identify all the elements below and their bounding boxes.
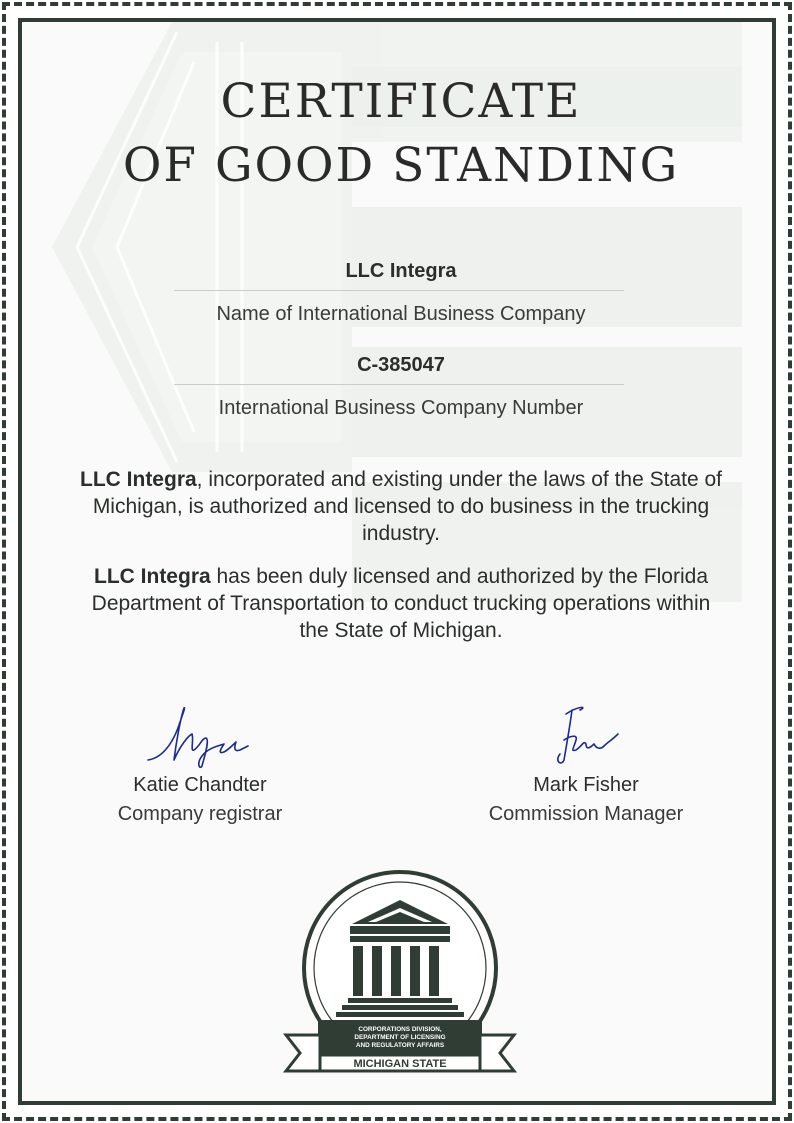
- seal-line-2: DEPARTMENT OF LICENSING: [354, 1034, 446, 1041]
- authorization-paragraph-2: [76, 563, 726, 644]
- michigan-state-seal: [280, 872, 520, 1070]
- signature-katie-chandter: [140, 700, 260, 772]
- seal-banner-text: MICHIGAN STATE: [353, 1058, 447, 1070]
- paragraph-1-company: LLC Integra: [80, 468, 197, 491]
- seal-line-1: CORPORATIONS DIVISION,: [358, 1026, 442, 1033]
- certificate-title-line2: OF GOOD STANDING: [122, 138, 680, 193]
- company-number-label: International Business Company Number: [218, 397, 584, 419]
- company-name: LLC Integra: [345, 260, 457, 282]
- company-number-underline: [174, 384, 624, 385]
- company-name-underline: [174, 290, 624, 291]
- authorization-paragraph-1: [76, 466, 726, 547]
- seal-line-3: AND REGULATORY AFFAIRS: [355, 1042, 445, 1049]
- certificate-title-line1: CERTIFICATE: [220, 74, 582, 129]
- signatory-1-name: Katie Chandter: [133, 774, 267, 796]
- company-name-label: Name of International Business Company: [216, 303, 586, 325]
- certificate-frame: [18, 18, 776, 1105]
- paragraph-2-company: LLC Integra: [94, 565, 211, 588]
- signatory-2-name: Mark Fisher: [533, 774, 639, 796]
- company-number: C-385047: [357, 354, 445, 376]
- paragraph-1-text: , incorporated and existing under the laws of the State of Michigan, is authorized and licensed to do business in the trucking industry.: [92, 468, 722, 545]
- paragraph-2-text: has been duly licensed and authorized by the Florida Department of Transportation to conduct trucking operations within the State of Michigan.: [91, 565, 711, 642]
- signatory-1-role: Company registrar: [117, 803, 283, 825]
- signature-mark-fisher: [526, 700, 646, 772]
- signature-block-registrar: [70, 700, 330, 826]
- signature-block-manager: [456, 700, 716, 826]
- signatory-2-role: Commission Manager: [488, 803, 684, 825]
